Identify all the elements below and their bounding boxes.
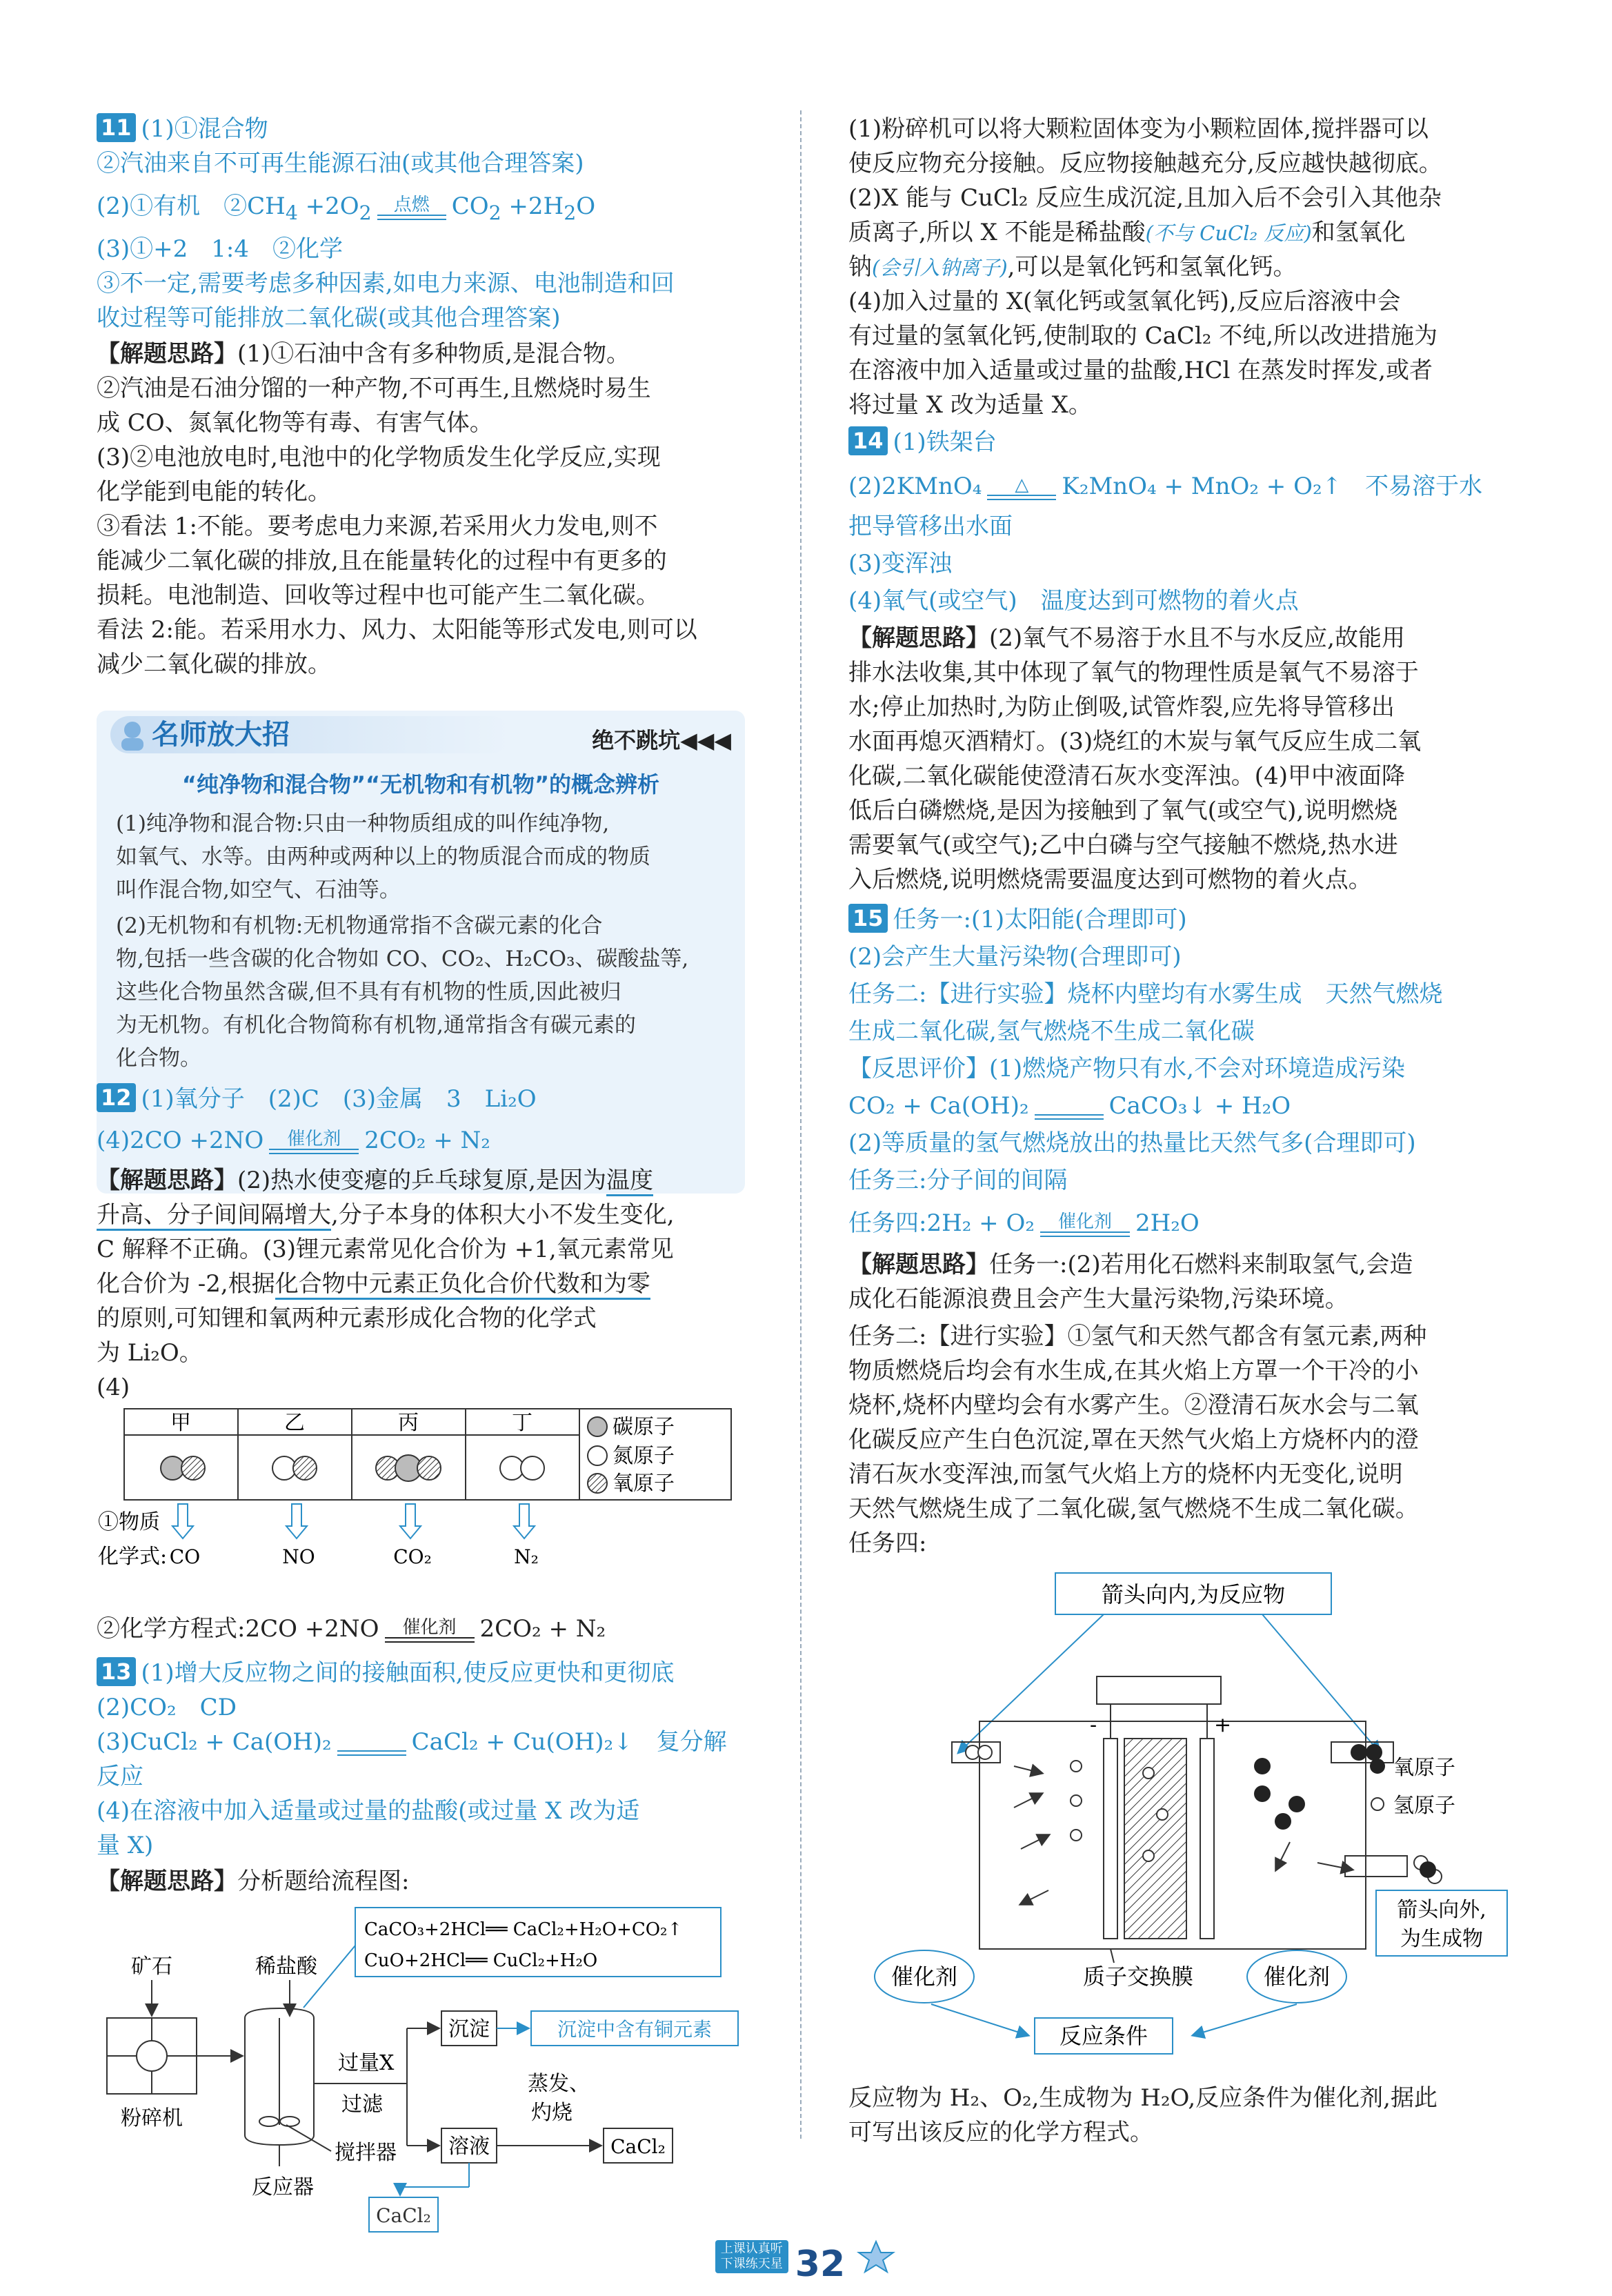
q11-line4: (3)①+2 1:4 ②化学	[97, 235, 343, 263]
q11-line2: ②汽油来自不可再生能源石油(或其他合理答案)	[97, 150, 584, 177]
q14-solution-6: 低后白磷燃烧,是因为接触到了氧气(或空气),说明燃烧	[848, 797, 1398, 824]
star-mascot-icon	[855, 2239, 897, 2273]
tip-line-7: 为无机物。有机化合物简称有机物,通常指含有碳元素的	[116, 1013, 636, 1038]
q14-solution-2: 排水法收集,其中体现了氧气的物理性质是氧气不易溶于	[848, 659, 1419, 686]
q15-line3: 任务二:【进行实验】烧杯内壁均有水雾生成 天然气燃烧	[848, 980, 1443, 1008]
q13-line1: 13 (1)增大反应物之间的接触面积,使反应更快和更彻底	[97, 1656, 675, 1690]
down-arrow-icons	[172, 1504, 535, 1538]
q14-number: 14	[848, 426, 888, 455]
q14-solution-4: 水面再熄灭酒精灯。(3)烧红的木炭与氧气反应生成二氧	[848, 728, 1422, 755]
oxygen-atom	[417, 1456, 441, 1480]
q15-solution-3: 任务二:【进行实验】①氢气和天然气都含有氢元素,两种	[848, 1323, 1427, 1350]
q13-cont-6: (4)加入过量的 X(氧化钙或氢氧化钙),反应后溶液中会	[848, 288, 1401, 315]
cathode-plate	[1200, 1739, 1214, 1939]
formula-n2: N₂	[514, 1545, 539, 1568]
q13-cont-9: 将过量 X 改为适量 X。	[848, 391, 1092, 419]
q11-line1	[97, 112, 268, 146]
q11-line6: 收过程等可能排放二氧化碳(或其他合理答案)	[97, 304, 561, 332]
formula-co2: CO₂	[393, 1545, 432, 1568]
reactor-label: 反应器	[252, 2175, 314, 2199]
q12-number: 12	[97, 1083, 136, 1112]
q13-cont-2: 使反应物充分接触。反应物接触越充分,反应越快越彻底。	[848, 150, 1442, 177]
minus-sign: -	[1090, 1713, 1097, 1737]
handwritten-note-1: (不与 CuCl₂ 反应)	[1145, 221, 1312, 245]
q15-solution-2: 成化石能源浪费且会产生大量污染物,污染环境。	[848, 1285, 1349, 1313]
table-header-yi: 乙	[284, 1411, 305, 1435]
nitrogen-atom	[500, 1456, 524, 1480]
nitrogen-atom	[521, 1456, 544, 1480]
equation-caco3: CaCO₃+2HCl══ CaCl₂+H₂O+CO₂↑	[364, 1919, 683, 1940]
evaporate-label-2: 灼烧	[531, 2101, 573, 2125]
tip-line-6: 这些化合物虽然含碳,但不具有有机物的性质,因此被归	[116, 980, 621, 1004]
q12-line1: 12 (1)氧分子 (2)C (3)金属 3 Li₂O	[97, 1082, 537, 1116]
q14-line4: (3)变浑浊	[848, 550, 953, 577]
q11-solution-8: 损耗。电池制造、回收等过程中也可能产生二氧化碳。	[97, 582, 659, 609]
oxygen-atom	[293, 1456, 317, 1480]
external-circuit	[1097, 1676, 1221, 1704]
tip-line-4: (2)无机物和有机物:无机物通常指不含碳元素的化合	[116, 913, 603, 938]
q12-solution-6: 为 Li₂O。	[97, 1339, 203, 1367]
q14-solution-5: 化碳,二氧化碳能使澄清石灰水变浑浊。(4)甲中液面降	[848, 762, 1405, 790]
q14-solution-1: 【解题思路】(2)氧气不易溶于水且不与水反应,故能用	[848, 624, 1405, 652]
q12-solution-3: C 解释不正确。(3)锂元素常见化合价为 +1,氧元素常见	[97, 1236, 674, 1263]
acid-label: 稀盐酸	[255, 1954, 317, 1979]
page-number: 32	[795, 2244, 846, 2285]
formula-no: NO	[282, 1545, 315, 1568]
solution-label: 溶液	[448, 2135, 490, 2159]
catalyst-left-label: 催化剂	[890, 1963, 958, 1990]
q11-number: 11	[97, 113, 136, 142]
q15-solution-6: 化碳反应产生白色沉淀,罩在天然气火焰上方烧杯内的澄	[848, 1426, 1419, 1454]
q12-solution-1: 【解题思路】(2)热水使变瘪的乒乓球复原,是因为温度	[97, 1163, 653, 1198]
legend-nitrogen: 氮原子	[613, 1444, 675, 1468]
excess-x-label: 过量X	[338, 2051, 395, 2075]
tip-subtitle: “纯净物和混合物”“无机物和有机物”的概念辨析	[181, 771, 660, 798]
filter-label: 过滤	[341, 2092, 383, 2117]
q13-line2: (2)CO₂ CD	[97, 1694, 237, 1721]
formula-co: CO	[169, 1545, 201, 1568]
oxygen-atom	[181, 1456, 205, 1480]
tip-line-5: 物,包括一些含碳的化合物如 CO、CO₂、H₂CO₃、碳酸盐等,	[116, 947, 689, 971]
q15-ending-2: 可写出该反应的化学方程式。	[848, 2119, 1153, 2146]
molecule-table	[98, 1407, 745, 1614]
q13-cont-1: (1)粉碎机可以将大颗粒固体变为小颗粒固体,搅拌器可以	[848, 115, 1429, 143]
membrane-label: 质子交换膜	[1083, 1963, 1194, 1990]
footer-slogan: 上课认真听 下课练天星	[715, 2240, 788, 2273]
q13-cont-4: 质离子,所以 X 不能是稀盐酸(不与 CuCl₂ 反应)和氢氧化	[848, 219, 1406, 246]
q14-line1: 14 (1)铁架台	[848, 425, 997, 459]
q11-solution-5: 化学能到电能的转化。	[97, 478, 331, 506]
evaporate-label-1: 蒸发、	[528, 2072, 590, 2096]
q15-ending-1: 反应物为 H₂、O₂,生成物为 H₂O,反应条件为催化剂,据此	[848, 2084, 1437, 2112]
tip-right-label: 绝不跳坑◀◀◀	[592, 727, 731, 753]
product-label: CaCl₂	[610, 2135, 666, 2158]
q13-line4: 反应	[97, 1763, 143, 1790]
proton-exchange-membrane	[1124, 1739, 1186, 1939]
table-header-ding: 丁	[512, 1411, 533, 1435]
q15-equation2: 任务四:2H₂ + O₂ 催化剂 2H₂O	[848, 1209, 1200, 1237]
q15-solution-7: 清石灰水变浑浊,而氢气火焰上方的烧杯内无变化,说明	[848, 1461, 1403, 1488]
q13-solution-1: 【解题思路】分析题给流程图:	[97, 1868, 410, 1895]
equation-cuo: CuO+2HCl══ CuCl₂+H₂O	[364, 1950, 598, 1971]
legend-carbon: 碳原子	[613, 1415, 675, 1439]
q12-equation2: ②化学方程式:2CO +2NO 催化剂 2CO₂ + N₂	[97, 1615, 606, 1643]
product-note-2: 为生成物	[1400, 1927, 1483, 1951]
handwritten-note-2: (会引入钠离子)	[872, 256, 1008, 279]
tip-title: 名师放大招	[152, 719, 290, 751]
q15-line2: (2)会产生大量污染物(合理即可)	[848, 943, 1182, 971]
q11-equation: (2)①有机 $②CH_4 +2O_2$ 点燃 $CO_2 +2H_2O$	[97, 192, 596, 224]
q11-solution-3: 成 CO、氮氧化物等有毒、有害气体。	[97, 409, 493, 437]
q11-solution-10: 减少二氧化碳的排放。	[97, 651, 331, 678]
process-flow-diagram	[97, 1904, 773, 2235]
column-divider	[800, 110, 802, 2139]
q11-line5: ③不一定,需要考虑多种因素,如电力来源、电池制造和回	[97, 270, 675, 297]
q13-line6: 量 X)	[97, 1832, 154, 1859]
q15-solution-1: 【解题思路】任务一:(2)若用化石燃料来制取氢气,会造	[848, 1251, 1413, 1278]
impure-product-label: CaCl₂	[376, 2204, 431, 2227]
tip-line-1: (1)纯净物和混合物:只由一种物质组成的叫作纯净物,	[116, 811, 610, 836]
legend-hydrogen-atom: 氢原子	[1393, 1794, 1455, 1818]
anode-plate	[1104, 1739, 1117, 1939]
q13-equation: (3)CuCl₂ + Ca(OH)₂ CaCl₂ + Cu(OH)₂↓ 复分解	[97, 1728, 727, 1756]
q15-line5: 【反思评价】(1)燃烧产物只有水,不会对环境造成污染	[848, 1055, 1405, 1082]
crusher-label: 粉碎机	[121, 2106, 183, 2130]
reactant-note: 箭头向内,为反应物	[1101, 1581, 1286, 1607]
q11-solution-2: ②汽油是石油分馏的一种产物,不可再生,且燃烧时易生	[97, 375, 651, 402]
q13-cont-5: 钠(会引入钠离子),可以是氧化钙和氢氧化钙。	[848, 253, 1297, 281]
q13-cont-7: 有过量的氢氧化钙,使制取的 CaCl₂ 不纯,所以改进措施为	[848, 322, 1438, 350]
legend-oxygen: 氧原子	[613, 1472, 675, 1496]
precipitate-label: 沉淀	[448, 2017, 490, 2041]
q14-solution-7: 需要氧气(或空气);乙中白磷与空气接触不燃烧,热水进	[848, 831, 1398, 859]
legend-oxygen-atom: 氧原子	[1393, 1756, 1455, 1780]
page-footer	[0, 2239, 1612, 2285]
q12-equation: (4)2CO +2NO 催化剂 2CO₂ + N₂	[97, 1127, 490, 1154]
q14-equation: (2)2KMnO₄ △ K₂MnO₄ + MnO₂ + O₂↑ 不易溶于水	[848, 473, 1483, 500]
q11-solution-4: (3)②电池放电时,电池中的化学物质发生化学反应,实现	[97, 444, 661, 471]
condition-label: 反应条件	[1059, 2023, 1148, 2049]
teacher-tip-box	[97, 711, 745, 1194]
q14-solution-8: 入后燃烧,说明燃烧需要温度达到可燃物的着火点。	[848, 866, 1372, 893]
q15-solution-8: 天然气燃烧生成了二氧化碳,氢气燃烧不生成二氧化碳。	[848, 1495, 1419, 1523]
teacher-icon	[116, 718, 149, 752]
q14-line3: 把导管移出水面	[848, 513, 1013, 540]
q15-line4: 生成二氧化碳,氢气燃烧不生成二氧化碳	[848, 1018, 1255, 1045]
q15-solution-4: 物质燃烧后均会有水生成,在其火焰上方罩一个干冷的小	[848, 1357, 1419, 1385]
q11-solution-7: 能减少二氧化碳的排放,且在能量转化的过程中有更多的	[97, 547, 667, 575]
q13-number: 13	[97, 1657, 136, 1686]
nitrogen-atom	[272, 1456, 296, 1480]
precipitate-note: 沉淀中含有铜元素	[557, 2018, 713, 2041]
q15-equation1: CO₂ + Ca(OH)₂ CaCO₃↓ + H₂O	[848, 1092, 1291, 1120]
catalyst-right-label: 催化剂	[1263, 1963, 1331, 1990]
q11-solution-6: ③看法 1:不能。要考虑电力来源,若采用火力发电,则不	[97, 513, 658, 540]
tip-line-3: 叫作混合物,如空气、石油等。	[116, 878, 401, 902]
q12-solution-5: 的原则,可知锂和氧两种元素形成化合物的化学式	[97, 1305, 597, 1332]
q15-solution-9: 任务四:	[848, 1530, 927, 1557]
q15-line1: 15 任务一:(1)太阳能(合理即可)	[848, 902, 1187, 937]
formula-label-1: ①物质	[98, 1510, 160, 1534]
q13-cont-3: (2)X 能与 CuCl₂ 反应生成沉淀,且加入后不会引入其他杂	[848, 184, 1442, 212]
q12-solution-4: 化合价为 -2,根据化合物中元素正负化合价代数和为零	[97, 1267, 650, 1301]
tip-line-8: 化合物。	[116, 1046, 201, 1071]
q13-line5: (4)在溶液中加入适量或过量的盐酸(或过量 X 改为适	[97, 1797, 640, 1825]
q11-solution-9: 看法 2:能。若采用水力、风力、太阳能等形式发电,则可以	[97, 616, 697, 644]
stirrer-label: 搅拌器	[335, 2141, 397, 2165]
q15-number: 15	[848, 904, 888, 933]
fuel-cell-diagram	[876, 1566, 1511, 2056]
q13-cont-8: 在溶液中加入适量或过量的盐酸,HCl 在蒸发时挥发,或者	[848, 357, 1433, 384]
q15-solution-5: 烧杯,烧杯内壁均会有水雾产生。②澄清石灰水会与二氧	[848, 1392, 1419, 1419]
plus-sign: +	[1214, 1713, 1232, 1737]
q11-answer1: (1)①混合物	[141, 115, 268, 143]
formula-label-2: 化学式:	[98, 1545, 168, 1569]
product-note-1: 箭头向外,	[1397, 1898, 1486, 1922]
q14-line5: (4)氧气(或空气) 温度达到可燃物的着火点	[848, 587, 1299, 615]
q11-solution-1: 【解题思路】(1)①石油中含有多种物质,是混合物。	[97, 340, 630, 368]
table-header-jia: 甲	[170, 1411, 191, 1435]
table-header-bing: 丙	[398, 1411, 419, 1435]
q12-solution-2: 升高、分子间间隔增大,分子本身的体积大小不发生变化,	[97, 1198, 675, 1232]
q15-line7: (2)等质量的氢气燃烧放出的热量比天然气多(合理即可)	[848, 1129, 1416, 1157]
carbon-atom	[161, 1456, 184, 1480]
q14-solution-3: 水;停止加热时,为防止倒吸,试管炸裂,应先将导管移出	[848, 693, 1395, 721]
q12-solution-7: (4)	[97, 1374, 130, 1401]
q15-line8: 任务三:分子间的间隔	[848, 1167, 1068, 1194]
ore-label: 矿石	[131, 1954, 172, 1979]
tip-line-2: 如氧气、水等。由两种或两种以上的物质混合而成的物质	[116, 844, 650, 869]
